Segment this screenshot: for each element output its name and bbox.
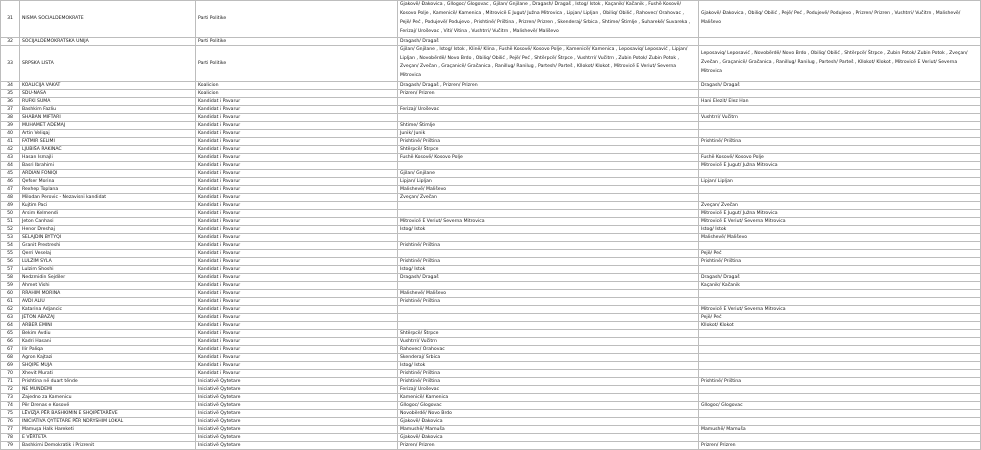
entity-name-cell[interactable]: Xhevit Murati xyxy=(20,370,196,378)
table-row xyxy=(1,194,981,202)
entity-name-cell[interactable]: KOALICIJA VAKAT xyxy=(20,82,196,90)
entity-type-cell[interactable]: Kandidat i Pavarur xyxy=(196,370,398,378)
entity-type-cell[interactable]: Kandidat i Pavarur xyxy=(196,218,398,226)
entity-type-cell[interactable]: Kandidat i Pavarur xyxy=(196,162,398,170)
municipalities-cell[interactable]: Lipjan/ Lipljan xyxy=(398,178,699,186)
municipalities-2-cell[interactable]: Fushë Kosovë/ Kosovo Polje xyxy=(699,154,981,162)
municipalities-cell[interactable]: Ferizaj/ Uroševac xyxy=(398,106,699,114)
entity-name-cell[interactable]: Bekim Avdiu xyxy=(20,330,196,338)
entity-name-cell[interactable]: INICIATIVA QYTETARE PËR NDRYSHIM LOKAL xyxy=(20,418,196,426)
entity-name-cell[interactable]: E VËRTETA xyxy=(20,434,196,442)
municipalities-2-cell[interactable] xyxy=(699,242,981,250)
table-row xyxy=(1,234,981,242)
municipalities-2-cell[interactable] xyxy=(699,362,981,370)
entity-type-cell[interactable]: Iniciativë Qytetare xyxy=(196,378,398,386)
row-number-cell[interactable]: 78 xyxy=(1,434,20,442)
entity-name-cell[interactable]: Qerri Veselaj xyxy=(20,250,196,258)
municipalities-cell[interactable]: Shtërpcë/ Štrpce xyxy=(398,146,699,154)
table-row xyxy=(1,98,981,106)
row-number-cell[interactable]: 42 xyxy=(1,146,20,154)
table-row xyxy=(1,114,981,122)
row-number-cell[interactable]: 34 xyxy=(1,82,20,90)
municipalities-2-cell[interactable]: Zveçan/ Zvečan xyxy=(699,202,981,210)
municipalities-cell[interactable]: Rahovec/ Orahovac xyxy=(398,346,699,354)
table-row xyxy=(1,370,981,378)
table-row xyxy=(1,226,981,234)
entity-type-cell[interactable]: Kandidat i Pavarur xyxy=(196,282,398,290)
municipalities-2-cell[interactable]: Istog/ Istok xyxy=(699,226,981,234)
municipalities-cell[interactable]: Prishtinë/ Priština xyxy=(398,258,699,266)
table-row xyxy=(1,426,981,434)
entity-type-cell[interactable]: Kandidat i Pavarur xyxy=(196,202,398,210)
entity-name-cell[interactable]: SOCIJALDEMOKRATSKA UNIJA xyxy=(20,37,196,45)
entity-name-cell[interactable]: SHQIPE MUJA xyxy=(20,362,196,370)
entity-name-cell[interactable]: NE MUNDEMI xyxy=(20,386,196,394)
row-number-cell[interactable]: 73 xyxy=(1,394,20,402)
entity-name-cell[interactable]: RRAHIM MORINA xyxy=(20,290,196,298)
table-row xyxy=(1,202,981,210)
entity-name-cell[interactable]: Granit Prestreshi xyxy=(20,242,196,250)
entity-name-cell[interactable]: Zajedno za Kamenicu xyxy=(20,394,196,402)
municipalities-cell[interactable]: Mitrovicë E Veriut/ Severna Mitrovica xyxy=(398,218,699,226)
row-number-cell[interactable]: 38 xyxy=(1,114,20,122)
entity-type-cell[interactable]: Parti Politike xyxy=(196,37,398,45)
table-row xyxy=(1,290,981,298)
entity-name-cell[interactable]: AVDI ALIU xyxy=(20,298,196,306)
row-number-cell[interactable]: 50 xyxy=(1,210,20,218)
table-row xyxy=(1,434,981,442)
municipalities-2-cell[interactable]: Kaçanik/ Kačanik xyxy=(699,282,981,290)
municipalities-2-cell[interactable] xyxy=(699,410,981,418)
municipalities-cell[interactable]: Prishtinë/ Priština xyxy=(398,242,699,250)
table-row xyxy=(1,170,981,178)
entity-name-cell[interactable]: ARBER EMINI xyxy=(20,322,196,330)
municipalities-cell[interactable] xyxy=(398,314,699,322)
municipalities-2-cell[interactable]: Gjakovë/ Đakovica , Obiliq/ Obilić , Pejë/ Peć , Podujevë/ Podujevo , Prizren/ Prizren , Vushtrri/ Vučitrn , Malishevë/ Mališevo xyxy=(699,1,981,38)
row-number-cell[interactable]: 57 xyxy=(1,266,20,274)
row-number-cell[interactable]: 77 xyxy=(1,426,20,434)
entity-type-cell[interactable]: Kandidat i Pavarur xyxy=(196,210,398,218)
municipalities-cell[interactable]: Dragash/ Dragaš , Prizren/ Prizren xyxy=(398,82,699,90)
municipalities-cell[interactable] xyxy=(398,306,699,314)
entity-type-cell[interactable]: Parti Politike xyxy=(196,1,398,38)
table-row xyxy=(1,178,981,186)
entity-type-cell[interactable]: Koalicion xyxy=(196,82,398,90)
entity-type-cell[interactable]: Kandidat i Pavarur xyxy=(196,194,398,202)
entity-name-cell[interactable]: Agron Kajtazi xyxy=(20,354,196,362)
municipalities-cell[interactable]: Prishtinë/ Priština xyxy=(398,138,699,146)
row-number-cell[interactable]: 59 xyxy=(1,282,20,290)
table-row xyxy=(1,410,981,418)
municipalities-cell[interactable]: Shtërpcë/ Štrpce xyxy=(398,330,699,338)
table-row xyxy=(1,162,981,170)
municipalities-cell[interactable]: Zveçan/ Zvečan xyxy=(398,194,699,202)
table-row xyxy=(1,130,981,138)
entity-name-cell[interactable]: Ahmet Vishi xyxy=(20,282,196,290)
municipalities-cell[interactable] xyxy=(398,234,699,242)
entity-type-cell[interactable]: Kandidat i Pavarur xyxy=(196,274,398,282)
entity-name-cell[interactable]: SDU-NASA xyxy=(20,90,196,98)
entity-name-cell[interactable]: Katarina Adjancic xyxy=(20,306,196,314)
municipalities-2-cell[interactable]: Mitrovicë E Jugut/ Južna Mitrovica xyxy=(699,210,981,218)
entity-type-cell[interactable]: Iniciativë Qytetare xyxy=(196,434,398,442)
municipalities-2-cell[interactable]: Prishtinë/ Priština xyxy=(699,258,981,266)
table-row xyxy=(1,37,981,45)
municipalities-2-cell[interactable] xyxy=(699,330,981,338)
row-number-cell[interactable]: 45 xyxy=(1,170,20,178)
entity-name-cell[interactable]: RUFKI SUMA xyxy=(20,98,196,106)
row-number-cell[interactable]: 43 xyxy=(1,154,20,162)
entity-name-cell[interactable]: SELAJDIN BYTYQI xyxy=(20,234,196,242)
table-row xyxy=(1,282,981,290)
municipalities-cell[interactable]: Prishtinë/ Priština xyxy=(398,298,699,306)
table-row xyxy=(1,90,981,98)
municipalities-2-cell[interactable]: Vushtrri/ Vučitrn xyxy=(699,114,981,122)
entity-name-cell[interactable]: Basri Ibrahimi xyxy=(20,162,196,170)
row-number-cell[interactable]: 76 xyxy=(1,418,20,426)
municipalities-2-cell[interactable]: Prizren/ Prizren xyxy=(699,442,981,450)
municipalities-2-cell[interactable]: Mitrovicë E Jugut/ Južna Mitrovica xyxy=(699,162,981,170)
municipalities-2-cell[interactable]: Pejë/ Peć xyxy=(699,250,981,258)
row-number-cell[interactable]: 49 xyxy=(1,202,20,210)
table-row xyxy=(1,306,981,314)
municipalities-2-cell[interactable] xyxy=(699,346,981,354)
table-row xyxy=(1,138,981,146)
entity-type-cell[interactable]: Kandidat i Pavarur xyxy=(196,234,398,242)
municipalities-2-cell[interactable] xyxy=(699,370,981,378)
entity-type-cell[interactable]: Iniciativë Qytetare xyxy=(196,418,398,426)
municipalities-cell[interactable]: Ferizaj/ Uroševac xyxy=(398,386,699,394)
row-number-cell[interactable]: 58 xyxy=(1,274,20,282)
table-row xyxy=(1,258,981,266)
municipalities-cell[interactable] xyxy=(398,162,699,170)
municipalities-2-cell[interactable] xyxy=(699,394,981,402)
table-row xyxy=(1,386,981,394)
entity-name-cell[interactable]: Rexhep Toplana xyxy=(20,186,196,194)
municipalities-cell[interactable]: Kamenicë/ Kamenica xyxy=(398,394,699,402)
table-row xyxy=(1,442,981,450)
entity-name-cell[interactable]: LULZIM SYLA xyxy=(20,258,196,266)
entity-name-cell[interactable]: JETON ABAZAJ xyxy=(20,314,196,322)
municipalities-2-cell[interactable] xyxy=(699,434,981,442)
municipalities-2-cell[interactable] xyxy=(699,266,981,274)
entity-name-cell[interactable]: SRPSKA LISTA xyxy=(20,45,196,82)
row-number-cell[interactable]: 47 xyxy=(1,186,20,194)
municipalities-cell[interactable]: Gjakovë/ Đakovica xyxy=(398,434,699,442)
entity-name-cell[interactable]: Kujtim Paci xyxy=(20,202,196,210)
entity-name-cell[interactable]: ARDIAN FONIQI xyxy=(20,170,196,178)
entity-type-cell[interactable]: Iniciativë Qytetare xyxy=(196,442,398,450)
municipalities-cell[interactable]: Mamushë/ Mamuša xyxy=(398,426,699,434)
table-row xyxy=(1,338,981,346)
row-number-cell[interactable]: 53 xyxy=(1,234,20,242)
table-row xyxy=(1,378,981,386)
municipalities-cell[interactable]: Gjakovë/ Đakovica , Gllogoc/ Glogovac , Gjilan/ Gnjilane , Dragash/ Dragaš , Istog/ Istok , Kaçanik/ Kačanik , Fushë Kosovë/ Kosovo Polje , Kamenicë/ Kamenica , Mitrovicë E Jugut/ Južna Mitrovica , Lipjan/ Lipljan , Obiliq/ Obilić , Rahovec/ Orahovac , Pejë/ Peć , Podujevë/ Podujevo , Prishtinë/ Priština , Prizren/ Prizren , Skenderaj/ Srbica , Shtime/ Štimlje , Suharekë/ Suvareka , Ferizaj/ Uroševac , Viti/ Vitina , Vushtrri/ Vučitrn , Malishevë/ Mališevo xyxy=(398,1,699,38)
entity-type-cell[interactable]: Kandidat i Pavarur xyxy=(196,354,398,362)
row-number-cell[interactable]: 65 xyxy=(1,330,20,338)
municipalities-2-cell[interactable]: Hani Elezit/ Elez Han xyxy=(699,98,981,106)
entity-type-cell[interactable]: Kandidat i Pavarur xyxy=(196,266,398,274)
entity-type-cell[interactable]: Parti Politike xyxy=(196,45,398,82)
entity-name-cell[interactable]: Nedzmidin Sejdiler xyxy=(20,274,196,282)
entity-type-cell[interactable]: Iniciativë Qytetare xyxy=(196,394,398,402)
entity-type-cell[interactable]: Kandidat i Pavarur xyxy=(196,106,398,114)
entity-type-cell[interactable]: Kandidat i Pavarur xyxy=(196,330,398,338)
entity-type-cell[interactable]: Kandidat i Pavarur xyxy=(196,290,398,298)
municipalities-cell[interactable]: Malishevë/ Mališevo xyxy=(398,186,699,194)
entity-name-cell[interactable]: SHABAN MIFTARI xyxy=(20,114,196,122)
municipalities-2-cell[interactable] xyxy=(699,122,981,130)
entity-name-cell[interactable]: Milodan Perovic - Nezavisni kandidat xyxy=(20,194,196,202)
municipalities-2-cell[interactable] xyxy=(699,170,981,178)
row-number-cell[interactable]: 33 xyxy=(1,45,20,82)
entity-name-cell[interactable]: NISMA SOCIALDEMOKRATE xyxy=(20,1,196,38)
municipalities-cell[interactable]: Skenderaj/ Srbica xyxy=(398,354,699,362)
entity-name-cell[interactable]: Prishtina në duart tënde xyxy=(20,378,196,386)
table-row xyxy=(1,362,981,370)
entity-type-cell[interactable]: Kandidat i Pavarur xyxy=(196,314,398,322)
municipalities-2-cell[interactable] xyxy=(699,130,981,138)
municipalities-2-cell[interactable] xyxy=(699,146,981,154)
table-row xyxy=(1,218,981,226)
row-number-cell[interactable]: 40 xyxy=(1,130,20,138)
row-number-cell[interactable]: 69 xyxy=(1,362,20,370)
municipalities-cell[interactable]: Istog/ Istok xyxy=(398,266,699,274)
entity-name-cell[interactable]: Jeton Canhasi xyxy=(20,218,196,226)
row-number-cell[interactable]: 61 xyxy=(1,298,20,306)
table-row xyxy=(1,274,981,282)
row-number-cell[interactable]: 64 xyxy=(1,322,20,330)
table-row xyxy=(1,322,981,330)
table-row xyxy=(1,394,981,402)
entity-name-cell[interactable]: MUHAMET ADEMAJ xyxy=(20,122,196,130)
table-row xyxy=(1,45,981,82)
row-number-cell[interactable]: 74 xyxy=(1,402,20,410)
entity-name-cell[interactable]: Kadri Hasani xyxy=(20,338,196,346)
entity-name-cell[interactable]: Hasan Ismajli xyxy=(20,154,196,162)
municipalities-2-cell[interactable] xyxy=(699,338,981,346)
row-number-cell[interactable]: 60 xyxy=(1,290,20,298)
municipalities-cell[interactable]: Prishtinë/ Priština xyxy=(398,370,699,378)
row-number-cell[interactable]: 32 xyxy=(1,37,20,45)
row-number-cell[interactable]: 67 xyxy=(1,346,20,354)
municipalities-cell[interactable]: Dragash/ Dragaš xyxy=(398,274,699,282)
row-number-cell[interactable]: 79 xyxy=(1,442,20,450)
row-number-cell[interactable]: 71 xyxy=(1,378,20,386)
row-number-cell[interactable]: 46 xyxy=(1,178,20,186)
entity-name-cell[interactable]: Bashkimi Demokratik i Prizrenit xyxy=(20,442,196,450)
row-number-cell[interactable]: 37 xyxy=(1,106,20,114)
table-row xyxy=(1,82,981,90)
municipalities-2-cell[interactable]: Dragash/ Dragaš xyxy=(699,274,981,282)
table-row xyxy=(1,298,981,306)
table-row xyxy=(1,122,981,130)
row-number-cell[interactable]: 36 xyxy=(1,98,20,106)
municipalities-cell[interactable]: Prishtinë/ Priština xyxy=(398,378,699,386)
entity-type-cell[interactable]: Kandidat i Pavarur xyxy=(196,258,398,266)
entity-type-cell[interactable]: Kandidat i Pavarur xyxy=(196,298,398,306)
municipalities-2-cell[interactable]: Leposaviq/ Leposavić , Novobërdë/ Novo Brdo , Obiliq/ Obilić , Shtërpcë/ Štrpce , Zubin Potok/ Zubin Potok , Zveçan/ Zvečan , Graçanicë/ Gračanica , Ranillug/ Ranilug , Partesh/ Parteš , Kllokot/ Klokot , Mitrovicë E Veriut/ Severna Mitrovica xyxy=(699,45,981,82)
municipalities-2-cell[interactable]: Dragash/ Dragaš xyxy=(699,82,981,90)
municipalities-2-cell[interactable]: Prishtinë/ Priština xyxy=(699,138,981,146)
municipalities-2-cell[interactable] xyxy=(699,290,981,298)
municipalities-2-cell[interactable]: Malishevë/ Mališevo xyxy=(699,234,981,242)
municipalities-cell[interactable]: Prizren/ Prizren xyxy=(398,90,699,98)
entity-name-cell[interactable]: Për Drenas e Kosovë xyxy=(20,402,196,410)
table-row xyxy=(1,1,981,38)
entity-name-cell[interactable]: Ilir Paliqa xyxy=(20,346,196,354)
entity-type-cell[interactable]: Kandidat i Pavarur xyxy=(196,362,398,370)
municipalities-2-cell[interactable] xyxy=(699,37,981,45)
municipalities-cell[interactable]: Malishevë/ Mališevo xyxy=(398,290,699,298)
municipalities-cell[interactable] xyxy=(398,250,699,258)
table-row xyxy=(1,354,981,362)
entity-name-cell[interactable]: LËVIZJA PËR BASHKIMIN E SHQIPËTARËVE xyxy=(20,410,196,418)
entity-type-cell[interactable]: Kandidat i Pavarur xyxy=(196,122,398,130)
municipalities-cell[interactable] xyxy=(398,210,699,218)
table-row xyxy=(1,402,981,410)
entity-type-cell[interactable]: Kandidat i Pavarur xyxy=(196,98,398,106)
municipalities-cell[interactable]: Junik/ Junik xyxy=(398,130,699,138)
entity-name-cell[interactable]: Mamuşa Halk Hareketi xyxy=(20,426,196,434)
entity-type-cell[interactable]: Kandidat i Pavarur xyxy=(196,178,398,186)
row-number-cell[interactable]: 62 xyxy=(1,306,20,314)
entity-type-cell[interactable]: Iniciativë Qytetare xyxy=(196,402,398,410)
municipalities-2-cell[interactable]: Mitrovicë E Veriut/ Severna Mitrovica xyxy=(699,306,981,314)
municipalities-2-cell[interactable] xyxy=(699,90,981,98)
entity-type-cell[interactable]: Kandidat i Pavarur xyxy=(196,138,398,146)
table-row xyxy=(1,250,981,258)
row-number-cell[interactable]: 56 xyxy=(1,258,20,266)
municipalities-cell[interactable] xyxy=(398,322,699,330)
table-row xyxy=(1,106,981,114)
municipalities-cell[interactable]: Prizren/ Prizren xyxy=(398,442,699,450)
entity-name-cell[interactable]: Arsim Kelmendi xyxy=(20,210,196,218)
entity-type-cell[interactable]: Kandidat i Pavarur xyxy=(196,322,398,330)
municipalities-cell[interactable]: Gjakovë/ Đakovica xyxy=(398,418,699,426)
entity-type-cell[interactable]: Kandidat i Pavarur xyxy=(196,114,398,122)
row-number-cell[interactable]: 54 xyxy=(1,242,20,250)
municipalities-2-cell[interactable]: Kllokot/ Klokot xyxy=(699,322,981,330)
municipalities-cell[interactable]: Fushë Kosovë/ Kosovo Polje xyxy=(398,154,699,162)
entity-type-cell[interactable]: Iniciativë Qytetare xyxy=(196,410,398,418)
table-row xyxy=(1,242,981,250)
row-number-cell[interactable]: 48 xyxy=(1,194,20,202)
table-row xyxy=(1,266,981,274)
entity-type-cell[interactable]: Kandidat i Pavarur xyxy=(196,346,398,354)
row-number-cell[interactable]: 44 xyxy=(1,162,20,170)
entity-name-cell[interactable]: Bashkim Fazliu xyxy=(20,106,196,114)
row-number-cell[interactable]: 35 xyxy=(1,90,20,98)
municipalities-cell[interactable] xyxy=(398,98,699,106)
table-row xyxy=(1,346,981,354)
table-row xyxy=(1,146,981,154)
table-row xyxy=(1,418,981,426)
row-number-cell[interactable]: 51 xyxy=(1,218,20,226)
entity-type-cell[interactable]: Kandidat i Pavarur xyxy=(196,306,398,314)
municipalities-cell[interactable]: Gjilan/ Gnjilane , Istog/ Istok , Klinë/ Klina , Fushë Kosovë/ Kosovo Polje , Kamenicë/ Kamenica , Leposaviq/ Leposavić , Lipjan/ Lipljan , Novobërdë/ Novo Brdo , Obiliq/ Obilić , Pejë/ Peć , Shtërpcë/ Štrpce , Vushtrri/ Vučitrn , Zubin Potok/ Zubin Potok , Zveçan/ Zvečan , Graçanicë/ Gračanica , Ranillug/ Ranilug , Partesh/ Parteš , Kllokot/ Klokot , Mitrovicë E Veriut/ Severna Mitrovica xyxy=(398,45,699,82)
row-number-cell[interactable]: 39 xyxy=(1,122,20,130)
table-row xyxy=(1,154,981,162)
municipalities-cell[interactable] xyxy=(398,282,699,290)
entity-name-cell[interactable]: LJUBIŠA RAKINAC xyxy=(20,146,196,154)
municipalities-2-cell[interactable] xyxy=(699,194,981,202)
municipalities-2-cell[interactable]: Mamushë/ Mamuša xyxy=(699,426,981,434)
entity-type-cell[interactable]: Kandidat i Pavarur xyxy=(196,154,398,162)
entity-type-cell[interactable]: Kandidat i Pavarur xyxy=(196,242,398,250)
entity-type-cell[interactable]: Kandidat i Pavarur xyxy=(196,146,398,154)
table-row xyxy=(1,330,981,338)
municipalities-2-cell[interactable]: Pejë/ Peć xyxy=(699,314,981,322)
municipalities-2-cell[interactable] xyxy=(699,186,981,194)
municipalities-cell[interactable]: Istog/ Istok xyxy=(398,226,699,234)
municipalities-2-cell[interactable] xyxy=(699,418,981,426)
entity-name-cell[interactable]: Lulzim Shoshi xyxy=(20,266,196,274)
municipalities-2-cell[interactable] xyxy=(699,386,981,394)
row-number-cell[interactable]: 72 xyxy=(1,386,20,394)
row-number-cell[interactable]: 66 xyxy=(1,338,20,346)
entity-type-cell[interactable]: Kandidat i Pavarur xyxy=(196,250,398,258)
entity-type-cell[interactable]: Kandidat i Pavarur xyxy=(196,130,398,138)
entity-type-cell[interactable]: Koalicion xyxy=(196,90,398,98)
municipalities-cell[interactable]: Shtime/ Štimlje xyxy=(398,122,699,130)
row-number-cell[interactable]: 31 xyxy=(1,1,20,38)
row-number-cell[interactable]: 41 xyxy=(1,138,20,146)
entity-name-cell[interactable]: Henor Dreshaj xyxy=(20,226,196,234)
row-number-cell[interactable]: 63 xyxy=(1,314,20,322)
municipalities-2-cell[interactable] xyxy=(699,298,981,306)
entity-type-cell[interactable]: Iniciativë Qytetare xyxy=(196,386,398,394)
row-number-cell[interactable]: 55 xyxy=(1,250,20,258)
table-body xyxy=(1,1,981,450)
municipalities-2-cell[interactable]: Lipjan/ Lipljan xyxy=(699,178,981,186)
municipalities-2-cell[interactable]: Prishtinë/ Priština xyxy=(699,378,981,386)
table-row xyxy=(1,186,981,194)
municipalities-cell[interactable]: Dragash/ Dragaš xyxy=(398,37,699,45)
municipalities-cell[interactable]: Gllogoc/ Glogovac xyxy=(398,402,699,410)
table-row xyxy=(1,314,981,322)
municipalities-2-cell[interactable] xyxy=(699,106,981,114)
entity-name-cell[interactable]: Artin Veliqaj xyxy=(20,130,196,138)
municipalities-cell[interactable]: Istog/ Istok xyxy=(398,362,699,370)
row-number-cell[interactable]: 75 xyxy=(1,410,20,418)
entity-type-cell[interactable]: Kandidat i Pavarur xyxy=(196,170,398,178)
entity-type-cell[interactable]: Kandidat i Pavarur xyxy=(196,186,398,194)
row-number-cell[interactable]: 52 xyxy=(1,226,20,234)
municipalities-cell[interactable]: Novobërdë/ Novo Brdo xyxy=(398,410,699,418)
entity-name-cell[interactable]: FATMIR SELIMI xyxy=(20,138,196,146)
row-number-cell[interactable]: 68 xyxy=(1,354,20,362)
entity-name-cell[interactable]: Qefser Morina xyxy=(20,178,196,186)
municipalities-cell[interactable]: Gjilan/ Gnjilane xyxy=(398,170,699,178)
municipalities-2-cell[interactable] xyxy=(699,354,981,362)
entity-type-cell[interactable]: Kandidat i Pavarur xyxy=(196,226,398,234)
municipalities-cell[interactable] xyxy=(398,114,699,122)
municipalities-2-cell[interactable]: Mitrovicë E Veriut/ Severna Mitrovica xyxy=(699,218,981,226)
municipalities-cell[interactable]: Vushtrri/ Vučitrn xyxy=(398,338,699,346)
municipalities-2-cell[interactable]: Gllogoc/ Glogovac xyxy=(699,402,981,410)
municipalities-cell[interactable] xyxy=(398,202,699,210)
entity-type-cell[interactable]: Kandidat i Pavarur xyxy=(196,338,398,346)
table-row xyxy=(1,210,981,218)
row-number-cell[interactable]: 70 xyxy=(1,370,20,378)
entity-type-cell[interactable]: Iniciativë Qytetare xyxy=(196,426,398,434)
